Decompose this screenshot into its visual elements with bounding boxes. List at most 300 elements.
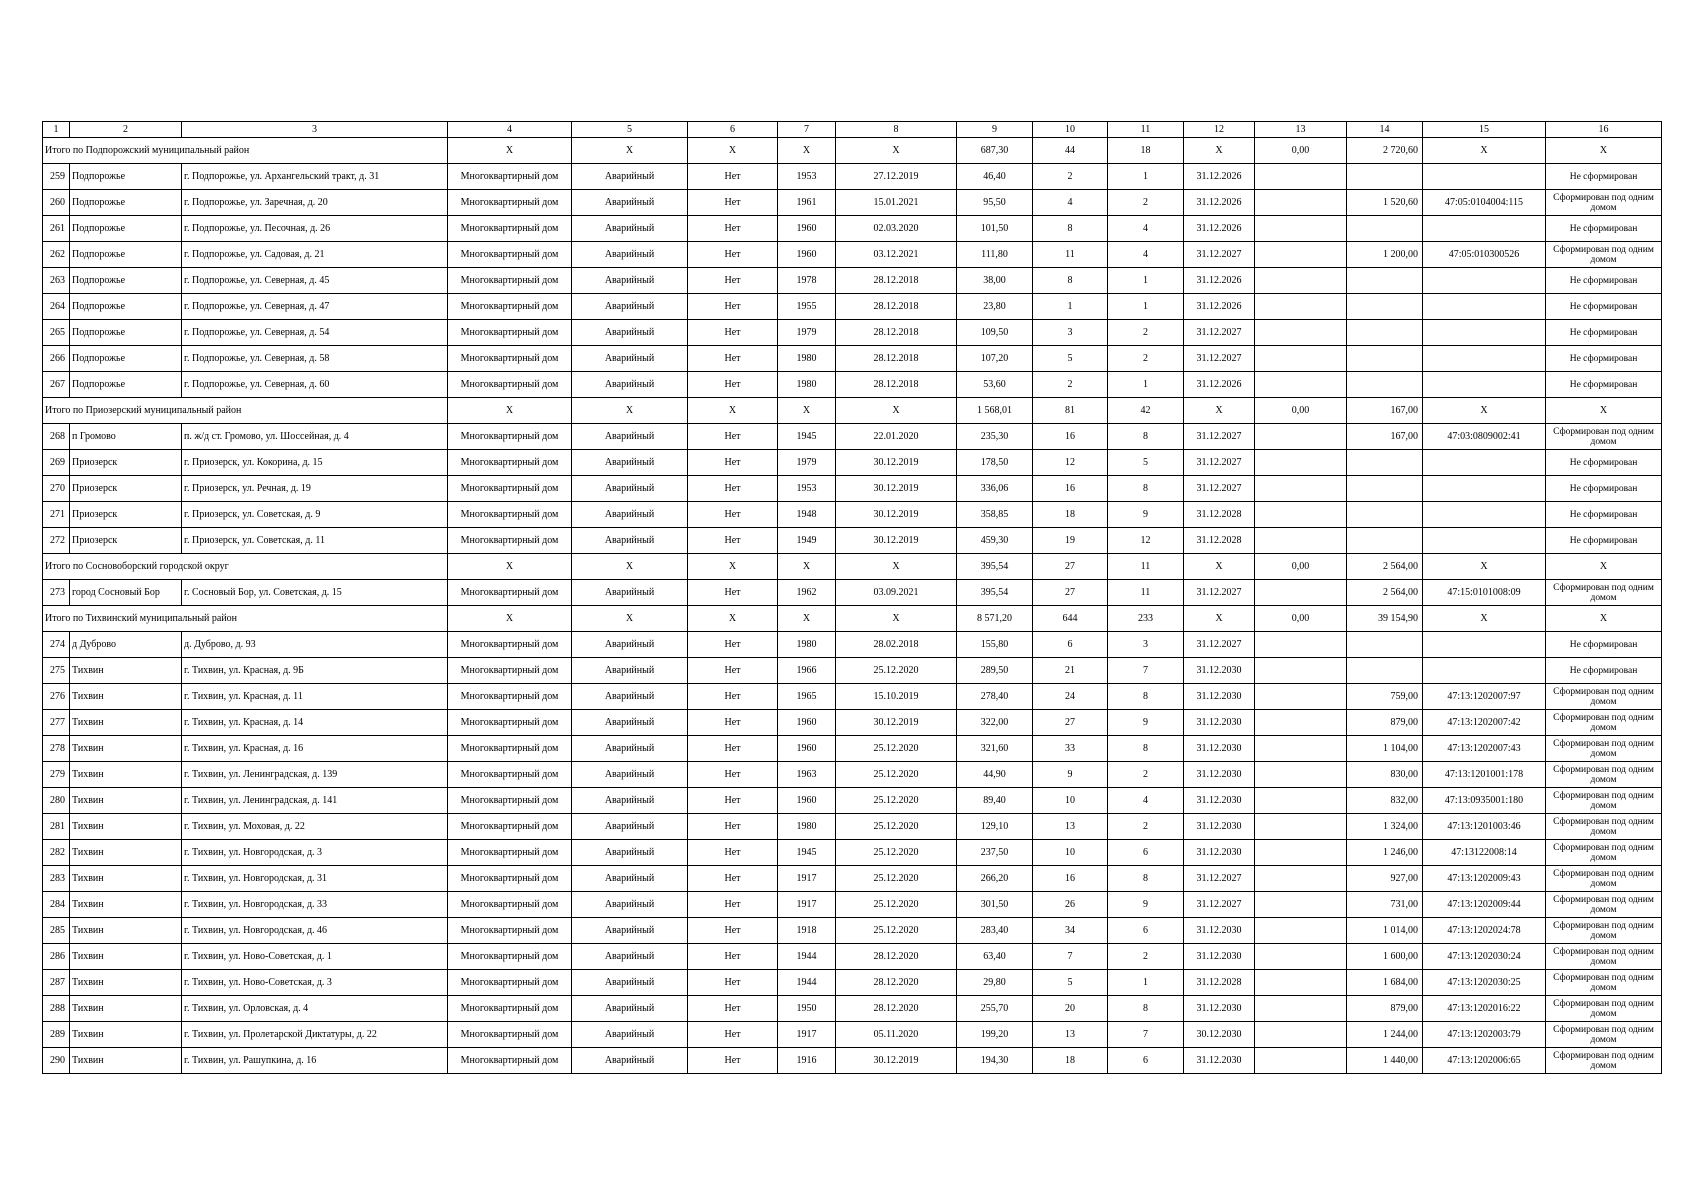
table-cell: 1965 <box>778 684 836 710</box>
table-cell: 31.12.2027 <box>1184 866 1255 892</box>
table-cell: 27.12.2019 <box>836 164 957 190</box>
table-cell <box>1255 918 1347 944</box>
table-row <box>43 814 1662 840</box>
table-cell: 05.11.2020 <box>836 1022 957 1048</box>
table-cell: 276 <box>43 684 70 710</box>
table-cell: 275 <box>43 658 70 684</box>
table-cell: 1945 <box>778 424 836 450</box>
table-cell <box>1255 216 1347 242</box>
subtotal-cell: X <box>1423 398 1546 424</box>
table-cell: 63,40 <box>957 944 1033 970</box>
table-cell: 26 <box>1033 892 1108 918</box>
table-cell: 1 <box>1033 294 1108 320</box>
subtotal-cell: 42 <box>1108 398 1184 424</box>
table-cell: 285 <box>43 918 70 944</box>
table-cell: 16 <box>1033 866 1108 892</box>
subtotal-cell: X <box>572 606 688 632</box>
table-cell: 31.12.2030 <box>1184 658 1255 684</box>
table-cell: г. Подпорожье, ул. Песочная, д. 26 <box>182 216 448 242</box>
table-cell: 46,40 <box>957 164 1033 190</box>
table-cell: 264 <box>43 294 70 320</box>
table-cell: 107,20 <box>957 346 1033 372</box>
table-cell: Подпорожье <box>70 294 182 320</box>
table-cell: 322,00 <box>957 710 1033 736</box>
table-cell: Тихвин <box>70 892 182 918</box>
table-cell: 830,00 <box>1347 762 1423 788</box>
table-cell: Многоквартирный дом <box>448 424 572 450</box>
table-cell: 28.12.2018 <box>836 268 957 294</box>
table-cell <box>1423 216 1546 242</box>
table-row <box>43 320 1662 346</box>
table-cell: 9 <box>1108 502 1184 528</box>
table-cell: 30.12.2019 <box>836 450 957 476</box>
table-cell <box>1255 242 1347 268</box>
table-cell: 95,50 <box>957 190 1033 216</box>
table-cell: г. Приозерск, ул. Советская, д. 11 <box>182 528 448 554</box>
subtotal-cell: 44 <box>1033 138 1108 164</box>
subtotal-cell: X <box>1184 606 1255 632</box>
table-cell: г. Подпорожье, ул. Северная, д. 60 <box>182 372 448 398</box>
housing-register-table <box>42 121 1662 1074</box>
table-cell: 321,60 <box>957 736 1033 762</box>
subtotal-cell: X <box>836 606 957 632</box>
table-row <box>43 372 1662 398</box>
table-cell <box>1347 372 1423 398</box>
table-cell <box>1347 502 1423 528</box>
table-cell: 31.12.2026 <box>1184 164 1255 190</box>
table-cell: 47:13:1202009:43 <box>1423 866 1546 892</box>
table-cell <box>1255 1048 1347 1074</box>
table-cell: Тихвин <box>70 710 182 736</box>
subtotal-cell: 0,00 <box>1255 138 1347 164</box>
table-cell: Подпорожье <box>70 164 182 190</box>
table-cell: 15.10.2019 <box>836 684 957 710</box>
table-cell: 1918 <box>778 918 836 944</box>
table-cell: 1980 <box>778 372 836 398</box>
table-cell: г. Подпорожье, ул. Архангельский тракт, д. 31 <box>182 164 448 190</box>
table-cell: 7 <box>1033 944 1108 970</box>
table-cell: Сформирован под одним домом <box>1546 918 1662 944</box>
table-cell: 31.12.2027 <box>1184 892 1255 918</box>
table-cell: 25.12.2020 <box>836 814 957 840</box>
table-cell: 155,80 <box>957 632 1033 658</box>
table-cell: 266,20 <box>957 866 1033 892</box>
subtotal-cell: X <box>448 398 572 424</box>
table-cell: Тихвин <box>70 840 182 866</box>
table-cell: Аварийный <box>572 450 688 476</box>
table-cell: Нет <box>688 632 778 658</box>
table-cell <box>1423 502 1546 528</box>
table-cell <box>1255 476 1347 502</box>
table-cell: Нет <box>688 658 778 684</box>
table-cell: 109,50 <box>957 320 1033 346</box>
table-cell: 03.09.2021 <box>836 580 957 606</box>
table-cell <box>1255 814 1347 840</box>
table-cell: 27 <box>1033 710 1108 736</box>
table-cell: 2 <box>1108 190 1184 216</box>
table-cell: Аварийный <box>572 684 688 710</box>
table-cell: 27 <box>1033 580 1108 606</box>
table-cell: 31.12.2027 <box>1184 632 1255 658</box>
table-cell: 47:13:1202003:79 <box>1423 1022 1546 1048</box>
table-cell: Многоквартирный дом <box>448 944 572 970</box>
table-cell: 31.12.2027 <box>1184 320 1255 346</box>
table-cell <box>1255 736 1347 762</box>
table-cell: 31.12.2030 <box>1184 788 1255 814</box>
table-cell: 1 014,00 <box>1347 918 1423 944</box>
table-cell: Аварийный <box>572 736 688 762</box>
table-cell: 31.12.2026 <box>1184 268 1255 294</box>
table-cell: 18 <box>1033 1048 1108 1074</box>
table-cell: 47:13122008:14 <box>1423 840 1546 866</box>
column-number-cell: 16 <box>1546 122 1662 138</box>
table-cell: 9 <box>1033 762 1108 788</box>
table-cell: 283 <box>43 866 70 892</box>
table-cell: Тихвин <box>70 788 182 814</box>
table-cell: г. Тихвин, ул. Новгородская, д. 33 <box>182 892 448 918</box>
table-cell: 31.12.2026 <box>1184 190 1255 216</box>
table-cell: 1917 <box>778 866 836 892</box>
table-cell: 199,20 <box>957 1022 1033 1048</box>
table-cell: Нет <box>688 970 778 996</box>
table-cell: 8 <box>1108 736 1184 762</box>
table-cell: Аварийный <box>572 242 688 268</box>
table-cell: 31.12.2030 <box>1184 996 1255 1022</box>
table-cell: Нет <box>688 1048 778 1074</box>
table-cell: Нет <box>688 528 778 554</box>
table-cell: 259 <box>43 164 70 190</box>
table-cell: 5 <box>1108 450 1184 476</box>
table-cell: Нет <box>688 1022 778 1048</box>
table-cell: 1 104,00 <box>1347 736 1423 762</box>
table-cell: Аварийный <box>572 346 688 372</box>
table-cell: г. Тихвин, ул. Ново-Советская, д. 1 <box>182 944 448 970</box>
table-row <box>43 164 1662 190</box>
table-row <box>43 528 1662 554</box>
table-cell: Сформирован под одним домом <box>1546 892 1662 918</box>
table-cell: 30.12.2019 <box>836 1048 957 1074</box>
table-row <box>43 190 1662 216</box>
table-cell <box>1255 450 1347 476</box>
table-cell: Нет <box>688 294 778 320</box>
table-cell <box>1423 632 1546 658</box>
table-cell: г. Тихвин, ул. Пролетарской Диктатуры, д. 22 <box>182 1022 448 1048</box>
table-cell: 6 <box>1108 840 1184 866</box>
table-cell <box>1255 424 1347 450</box>
table-cell: 1960 <box>778 710 836 736</box>
table-cell: Сформирован под одним домом <box>1546 190 1662 216</box>
table-cell: 4 <box>1033 190 1108 216</box>
table-cell: Аварийный <box>572 892 688 918</box>
table-cell: 194,30 <box>957 1048 1033 1074</box>
table-cell <box>1347 346 1423 372</box>
table-cell: 47:13:1202030:24 <box>1423 944 1546 970</box>
table-cell: 11 <box>1108 580 1184 606</box>
table-cell: г. Подпорожье, ул. Садовая, д. 21 <box>182 242 448 268</box>
table-cell: Приозерск <box>70 450 182 476</box>
column-number-cell: 13 <box>1255 122 1347 138</box>
table-cell: Нет <box>688 762 778 788</box>
column-number-cell: 1 <box>43 122 70 138</box>
table-cell: 30.12.2019 <box>836 710 957 736</box>
table-cell <box>1255 996 1347 1022</box>
table-cell: Не сформирован <box>1546 268 1662 294</box>
table-cell: 30.12.2019 <box>836 502 957 528</box>
table-cell: г. Приозерск, ул. Советская, д. 9 <box>182 502 448 528</box>
table-cell: 31.12.2030 <box>1184 762 1255 788</box>
subtotal-cell: X <box>448 606 572 632</box>
table-cell: 266 <box>43 346 70 372</box>
table-cell <box>1347 450 1423 476</box>
table-cell: Многоквартирный дом <box>448 528 572 554</box>
table-cell <box>1255 840 1347 866</box>
table-cell: Тихвин <box>70 1048 182 1074</box>
table-row <box>43 762 1662 788</box>
table-cell <box>1423 450 1546 476</box>
table-cell: 2 564,00 <box>1347 580 1423 606</box>
table-cell: Аварийный <box>572 1022 688 1048</box>
table-cell: 255,70 <box>957 996 1033 1022</box>
table-cell: Многоквартирный дом <box>448 762 572 788</box>
table-cell: Нет <box>688 502 778 528</box>
table-cell: Аварийный <box>572 944 688 970</box>
table-cell: Многоквартирный дом <box>448 658 572 684</box>
table-cell: Нет <box>688 320 778 346</box>
table-cell: 1961 <box>778 190 836 216</box>
table-cell: Аварийный <box>572 320 688 346</box>
table-cell: Не сформирован <box>1546 528 1662 554</box>
table-cell: Приозерск <box>70 528 182 554</box>
table-cell: 395,54 <box>957 580 1033 606</box>
table-cell: Нет <box>688 346 778 372</box>
table-cell: 25.12.2020 <box>836 788 957 814</box>
table-cell <box>1423 346 1546 372</box>
table-cell: Многоквартирный дом <box>448 502 572 528</box>
table-cell: Многоквартирный дом <box>448 840 572 866</box>
table-cell: Нет <box>688 372 778 398</box>
column-number-cell: 3 <box>182 122 448 138</box>
table-cell: Сформирован под одним домом <box>1546 970 1662 996</box>
table-cell: 47:05:0104004:115 <box>1423 190 1546 216</box>
subtotal-cell: X <box>1546 606 1662 632</box>
table-cell: Нет <box>688 164 778 190</box>
table-cell <box>1423 268 1546 294</box>
subtotal-cell: 0,00 <box>1255 398 1347 424</box>
table-cell: 8 <box>1108 424 1184 450</box>
table-cell: 28.12.2020 <box>836 996 957 1022</box>
table-cell: 1978 <box>778 268 836 294</box>
table-cell: 1 520,60 <box>1347 190 1423 216</box>
table-cell: 2 <box>1108 320 1184 346</box>
table-cell: 1 <box>1108 268 1184 294</box>
table-cell: Многоквартирный дом <box>448 866 572 892</box>
table-cell: г. Приозерск, ул. Речная, д. 19 <box>182 476 448 502</box>
table-cell: Сформирован под одним домом <box>1546 944 1662 970</box>
table-cell: Не сформирован <box>1546 164 1662 190</box>
table-cell: 31.12.2027 <box>1184 450 1255 476</box>
table-cell: 47:13:1202024:78 <box>1423 918 1546 944</box>
column-number-cell: 11 <box>1108 122 1184 138</box>
table-cell: Многоквартирный дом <box>448 294 572 320</box>
subtotal-cell: X <box>1423 606 1546 632</box>
subtotal-cell: X <box>688 398 778 424</box>
table-cell: Многоквартирный дом <box>448 190 572 216</box>
table-cell: 13 <box>1033 814 1108 840</box>
table-cell <box>1255 346 1347 372</box>
table-cell: Сформирован под одним домом <box>1546 1048 1662 1074</box>
table-cell: Многоквартирный дом <box>448 268 572 294</box>
table-cell: 759,00 <box>1347 684 1423 710</box>
column-number-cell: 10 <box>1033 122 1108 138</box>
table-cell: Не сформирован <box>1546 476 1662 502</box>
table-cell: г. Тихвин, ул. Красная, д. 9Б <box>182 658 448 684</box>
table-cell: Сформирован под одним домом <box>1546 840 1662 866</box>
table-cell: 31.12.2026 <box>1184 216 1255 242</box>
subtotal-cell: 395,54 <box>957 554 1033 580</box>
subtotal-cell: 1 568,01 <box>957 398 1033 424</box>
table-cell: 47:13:1202006:65 <box>1423 1048 1546 1074</box>
table-cell: 336,06 <box>957 476 1033 502</box>
table-cell: Тихвин <box>70 970 182 996</box>
subtotal-cell: X <box>778 554 836 580</box>
table-cell: 1 244,00 <box>1347 1022 1423 1048</box>
table-cell: 7 <box>1108 1022 1184 1048</box>
table-cell: Не сформирован <box>1546 372 1662 398</box>
table-row <box>43 268 1662 294</box>
table-cell <box>1255 502 1347 528</box>
table-cell: 1960 <box>778 788 836 814</box>
table-cell: 2 <box>1108 762 1184 788</box>
table-cell: Подпорожье <box>70 268 182 294</box>
table-cell: 4 <box>1108 216 1184 242</box>
table-cell: 30.12.2019 <box>836 476 957 502</box>
table-cell: 47:13:1202007:97 <box>1423 684 1546 710</box>
table-cell: Нет <box>688 216 778 242</box>
table-cell <box>1255 1022 1347 1048</box>
table-cell: 25.12.2020 <box>836 762 957 788</box>
table-cell: 267 <box>43 372 70 398</box>
table-cell: 272 <box>43 528 70 554</box>
table-cell <box>1255 268 1347 294</box>
table-cell: 31.12.2030 <box>1184 840 1255 866</box>
table-cell: 1944 <box>778 944 836 970</box>
table-cell: 15.01.2021 <box>836 190 957 216</box>
table-row <box>43 294 1662 320</box>
table-cell: Нет <box>688 424 778 450</box>
table-cell: 10 <box>1033 788 1108 814</box>
table-cell: Подпорожье <box>70 372 182 398</box>
table-cell: 31.12.2027 <box>1184 346 1255 372</box>
table-cell: 277 <box>43 710 70 736</box>
subtotal-label: Итого по Сосновоборский городской округ <box>43 554 448 580</box>
table-cell: Подпорожье <box>70 190 182 216</box>
table-row <box>43 710 1662 736</box>
table-cell: 9 <box>1108 892 1184 918</box>
table-cell <box>1255 658 1347 684</box>
table-cell: 25.12.2020 <box>836 658 957 684</box>
table-cell: Многоквартирный дом <box>448 684 572 710</box>
table-cell: 6 <box>1108 1048 1184 1074</box>
table-cell <box>1347 268 1423 294</box>
table-cell: Нет <box>688 892 778 918</box>
table-row <box>43 684 1662 710</box>
table-cell: 28.12.2018 <box>836 320 957 346</box>
table-cell: 31.12.2027 <box>1184 242 1255 268</box>
subtotal-cell: X <box>1184 398 1255 424</box>
table-cell: 1 <box>1108 294 1184 320</box>
table-cell: 1949 <box>778 528 836 554</box>
table-cell: 1917 <box>778 1022 836 1048</box>
table-cell: Многоквартирный дом <box>448 892 572 918</box>
table-cell: Аварийный <box>572 918 688 944</box>
subtotal-cell: X <box>836 398 957 424</box>
table-cell: Аварийный <box>572 580 688 606</box>
subtotal-label: Итого по Тихвинский муниципальный район <box>43 606 448 632</box>
table-cell: 44,90 <box>957 762 1033 788</box>
subtotal-cell: X <box>1423 554 1546 580</box>
table-cell: 4 <box>1108 788 1184 814</box>
table-cell: Сформирован под одним домом <box>1546 1022 1662 1048</box>
table-cell: 31.12.2027 <box>1184 424 1255 450</box>
table-cell: 1 684,00 <box>1347 970 1423 996</box>
table-cell: Сформирован под одним домом <box>1546 580 1662 606</box>
table-cell: Сформирован под одним домом <box>1546 996 1662 1022</box>
table-cell: 1 <box>1108 164 1184 190</box>
table-cell: Аварийный <box>572 476 688 502</box>
table-cell <box>1255 294 1347 320</box>
table-cell: Аварийный <box>572 1048 688 1074</box>
table-cell: 278 <box>43 736 70 762</box>
table-cell: 31.12.2030 <box>1184 710 1255 736</box>
table-cell: 237,50 <box>957 840 1033 866</box>
table-cell: 6 <box>1033 632 1108 658</box>
table-cell: 1966 <box>778 658 836 684</box>
table-cell: Многоквартирный дом <box>448 788 572 814</box>
subtotal-cell: 687,30 <box>957 138 1033 164</box>
table-cell: Сформирован под одним домом <box>1546 866 1662 892</box>
table-cell: 1955 <box>778 294 836 320</box>
table-cell: 31.12.2030 <box>1184 814 1255 840</box>
table-cell: 2 <box>1108 814 1184 840</box>
table-cell: Тихвин <box>70 762 182 788</box>
table-cell: г. Подпорожье, ул. Северная, д. 54 <box>182 320 448 346</box>
subtotal-row <box>43 606 1662 632</box>
table-cell: 1960 <box>778 216 836 242</box>
table-cell: Аварийный <box>572 866 688 892</box>
table-cell: Нет <box>688 814 778 840</box>
table-cell <box>1347 528 1423 554</box>
subtotal-row <box>43 398 1662 424</box>
table-cell <box>1423 320 1546 346</box>
table-cell: 1 <box>1108 970 1184 996</box>
table-cell: Не сформирован <box>1546 450 1662 476</box>
table-row <box>43 996 1662 1022</box>
table-cell: Аварийный <box>572 840 688 866</box>
table-cell: 1 440,00 <box>1347 1048 1423 1074</box>
table-cell: 111,80 <box>957 242 1033 268</box>
table-cell: 274 <box>43 632 70 658</box>
table-cell: Подпорожье <box>70 320 182 346</box>
table-cell: г. Тихвин, ул. Рашупкина, д. 16 <box>182 1048 448 1074</box>
table-cell <box>1255 762 1347 788</box>
column-number-cell: 9 <box>957 122 1033 138</box>
table-cell: 1962 <box>778 580 836 606</box>
table-row <box>43 970 1662 996</box>
table-cell: 282 <box>43 840 70 866</box>
table-cell: 25.12.2020 <box>836 736 957 762</box>
subtotal-cell: 0,00 <box>1255 554 1347 580</box>
table-cell: Подпорожье <box>70 242 182 268</box>
